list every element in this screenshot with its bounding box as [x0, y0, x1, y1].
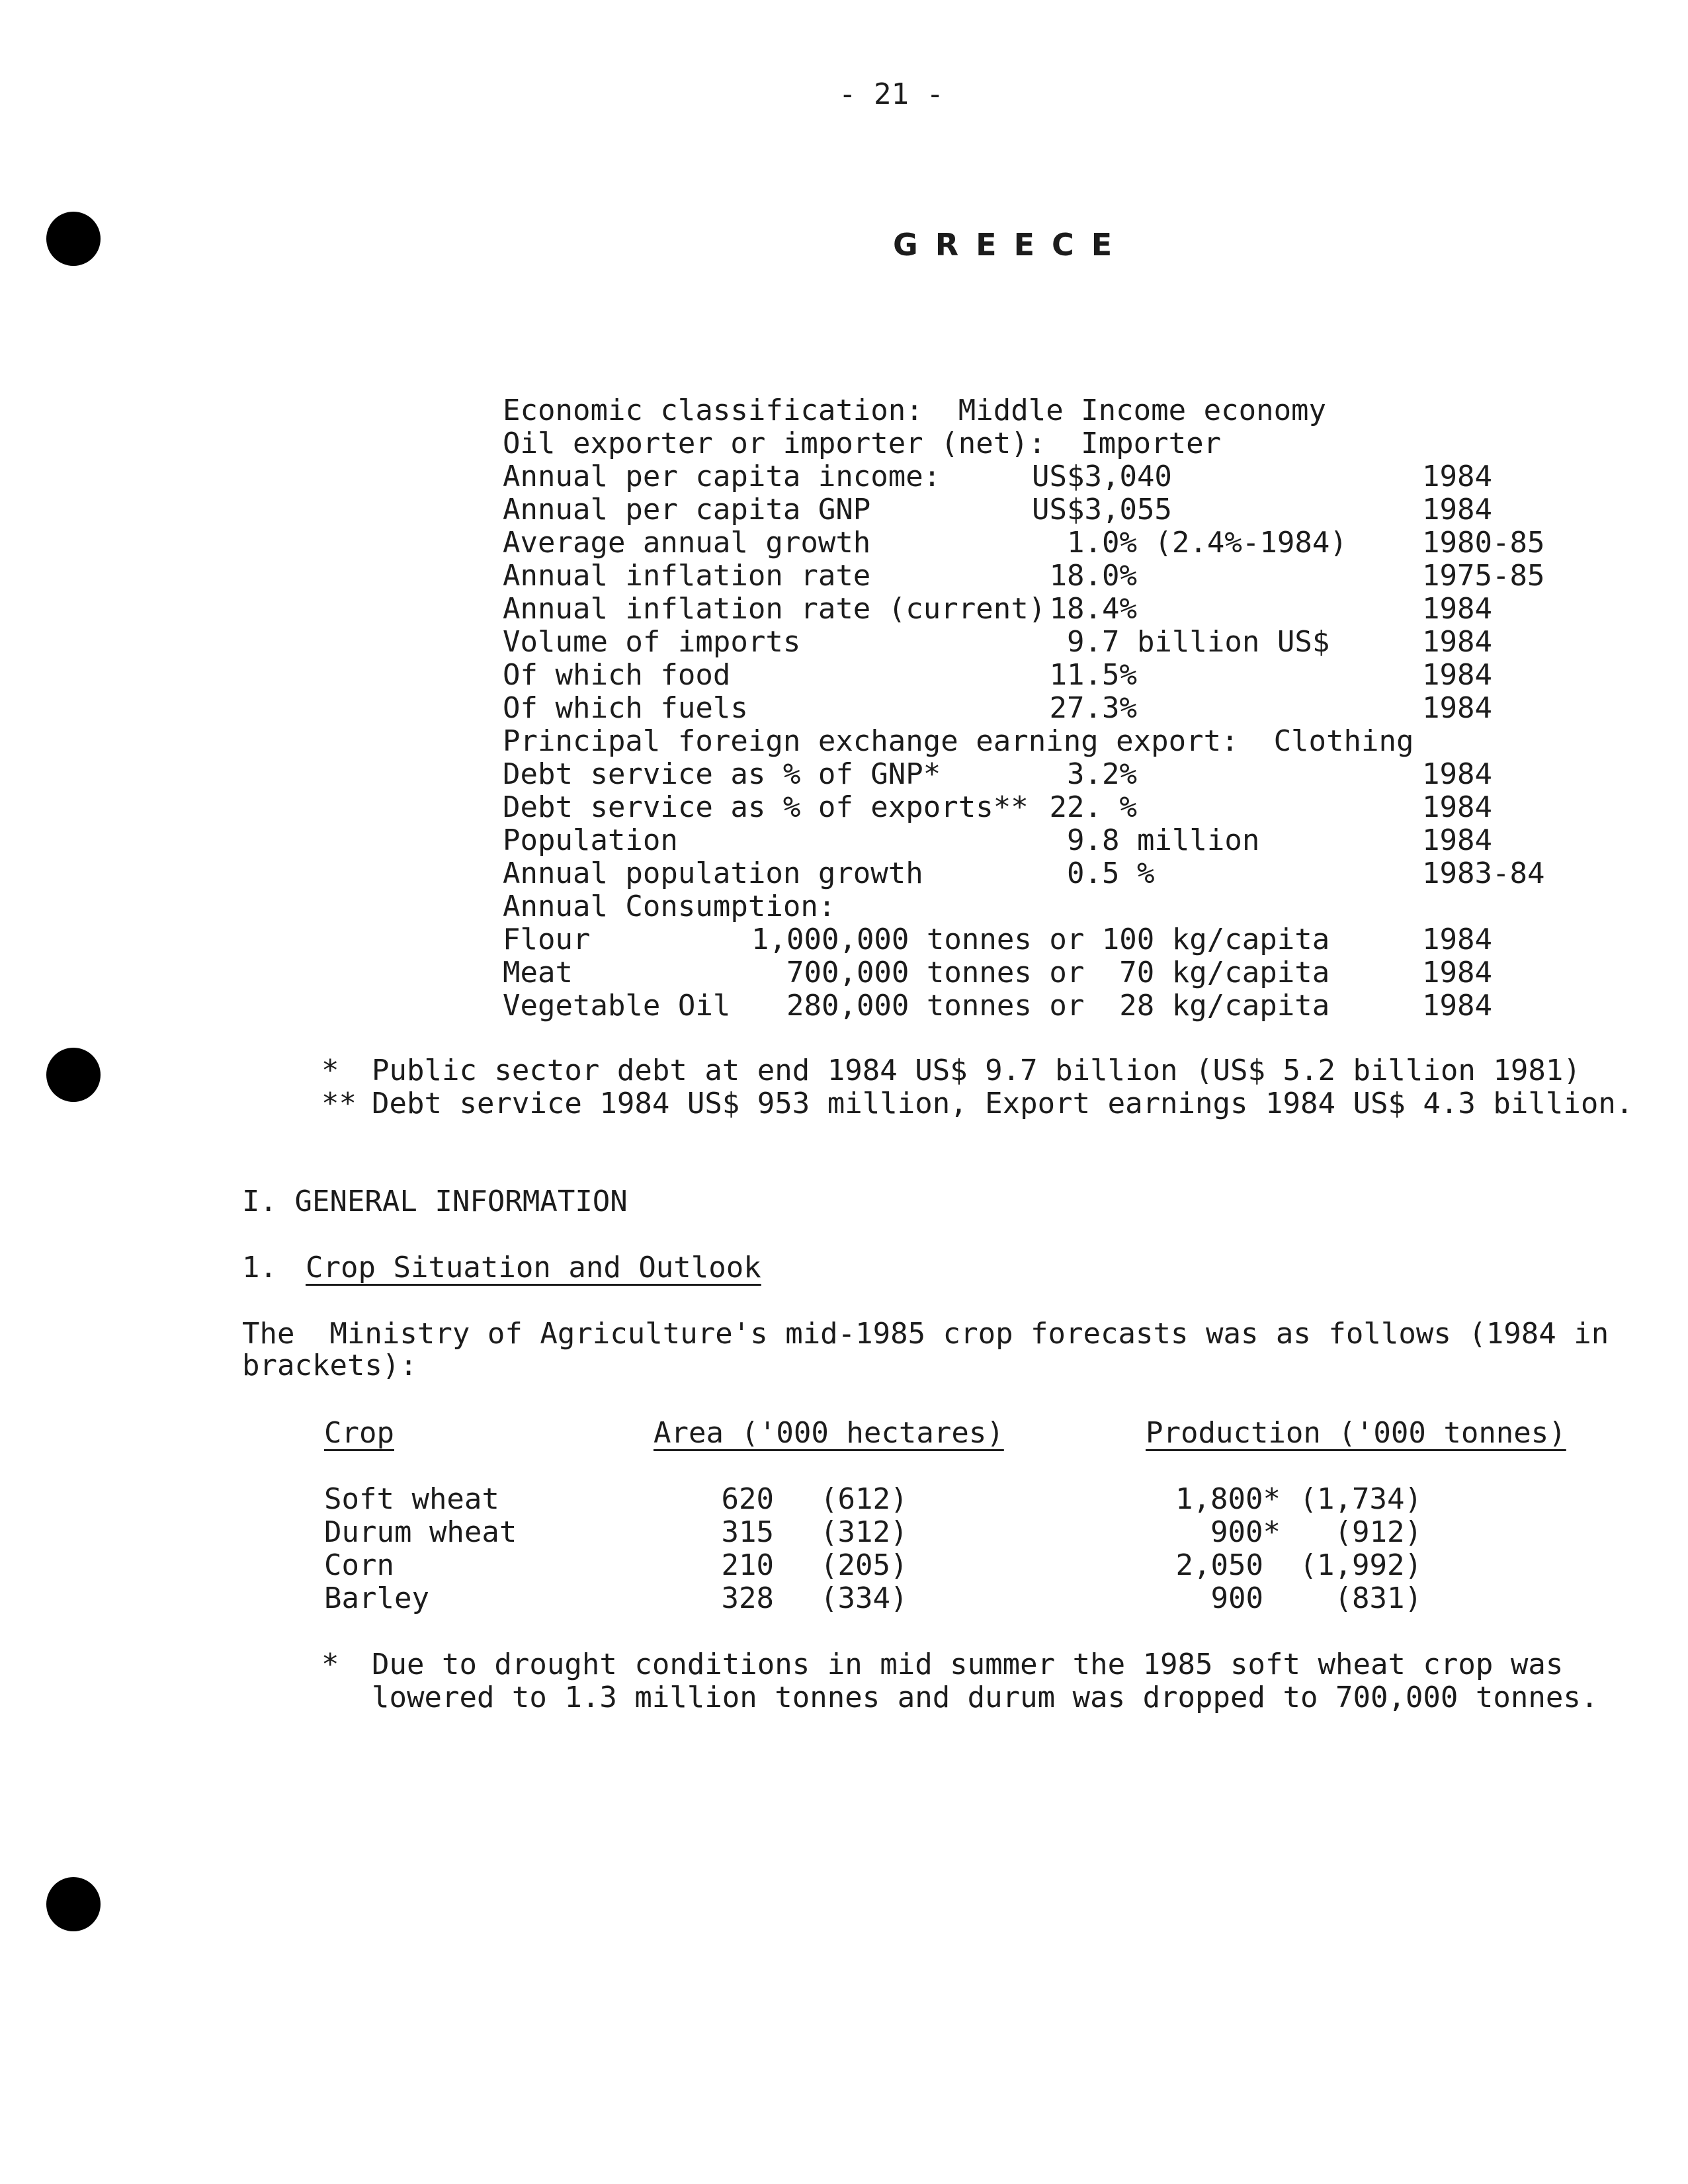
- footnote-mark: *: [321, 1054, 339, 1087]
- binder-hole-bottom: [46, 1877, 101, 1931]
- consumption-item: Vegetable Oil: [503, 989, 731, 1023]
- consumption-item: Meat: [503, 956, 573, 989]
- crop-footnote-line-2: lowered to 1.3 million tonnes and durum was dropped to 700,000 tonnes.: [372, 1681, 1599, 1714]
- crop-production-prev: (1,992): [1299, 1548, 1422, 1582]
- fact-value: 18.4%: [1032, 592, 1137, 626]
- page-title: GREECE: [893, 227, 1130, 263]
- fact-label: Annual inflation rate (current): [503, 592, 1046, 626]
- fact-value: 11.5%: [1032, 658, 1137, 692]
- crop-area-prev: (334): [820, 1581, 908, 1615]
- fact-value: 0.5 %: [1032, 857, 1155, 890]
- crop-production: 900: [1210, 1581, 1263, 1615]
- fact-value: 9.8 million: [1032, 823, 1260, 857]
- subsection-number: 1.: [242, 1251, 277, 1284]
- consumption-amount: 1,000,000 tonnes or 100 kg/capita: [751, 923, 1330, 956]
- fact-year: 1984: [1422, 823, 1492, 857]
- page-number: - 21 -: [839, 77, 944, 111]
- fact-year: 1984: [1422, 757, 1492, 791]
- oil-status: Oil exporter or importer (net): Importer: [503, 427, 1222, 460]
- fact-year: 1984: [1422, 790, 1492, 824]
- fact-value: 18.0%: [1032, 559, 1137, 593]
- crop-production: 900*: [1210, 1515, 1281, 1549]
- fact-value: 1.0% (2.4%-1984): [1032, 526, 1347, 560]
- principal-export: Principal foreign exchange earning export: Clothing: [503, 724, 1414, 758]
- crop-production-prev: (912): [1334, 1515, 1422, 1549]
- fact-year: 1980-85: [1422, 526, 1545, 560]
- fact-value: US$3,055: [1032, 493, 1172, 526]
- fact-year: 1984: [1422, 460, 1492, 493]
- fact-label: Debt service as % of GNP*: [503, 757, 941, 791]
- fact-value: 27.3%: [1032, 691, 1137, 725]
- crop-production: 1,800*: [1175, 1482, 1281, 1516]
- consumption-year: 1984: [1422, 923, 1492, 956]
- fact-label: Of which food: [503, 658, 731, 692]
- footnote-text: Debt service 1984 US$ 953 million, Export earnings 1984 US$ 4.3 billion.: [372, 1087, 1634, 1120]
- consumption-amount: 280,000 tonnes or 28 kg/capita: [751, 989, 1330, 1023]
- crop-production-prev: (1,734): [1299, 1482, 1422, 1516]
- fact-label: Annual population growth: [503, 857, 923, 890]
- binder-hole-top: [46, 212, 101, 266]
- fact-year: 1984: [1422, 691, 1492, 725]
- crop-area: 328: [721, 1581, 774, 1615]
- crop-footnote-mark: *: [321, 1648, 339, 1681]
- footnote-text: Public sector debt at end 1984 US$ 9.7 billion (US$ 5.2 billion 1981): [372, 1054, 1581, 1087]
- crop-area: 620: [721, 1482, 774, 1516]
- crop-name: Durum wheat: [324, 1515, 517, 1549]
- fact-label: Annual per capita GNP: [503, 493, 871, 526]
- footnote-mark: **: [321, 1087, 357, 1120]
- crop-column-header: Crop: [324, 1416, 394, 1450]
- crop-area: 315: [721, 1515, 774, 1549]
- fact-value: 9.7 billion US$: [1032, 625, 1330, 659]
- consumption-year: 1984: [1422, 989, 1492, 1023]
- intro-paragraph-line-2: brackets):: [242, 1349, 417, 1382]
- fact-year: 1984: [1422, 592, 1492, 626]
- crop-name: Barley: [324, 1581, 429, 1615]
- crop-footnote-line-1: Due to drought conditions in mid summer the 1985 soft wheat crop was: [372, 1648, 1564, 1681]
- crop-name: Soft wheat: [324, 1482, 499, 1516]
- crop-area-prev: (205): [820, 1548, 908, 1582]
- consumption-year: 1984: [1422, 956, 1492, 989]
- crop-name: Corn: [324, 1548, 394, 1582]
- fact-label: Annual per capita income:: [503, 460, 941, 493]
- area-column-header: Area ('000 hectares): [654, 1416, 1004, 1450]
- subsection-title: Crop Situation and Outlook: [306, 1251, 761, 1284]
- fact-year: 1984: [1422, 493, 1492, 526]
- fact-label: Of which fuels: [503, 691, 748, 725]
- fact-value: 22. %: [1032, 790, 1137, 824]
- fact-label: Volume of imports: [503, 625, 801, 659]
- fact-label: Average annual growth: [503, 526, 871, 560]
- crop-area-prev: (612): [820, 1482, 908, 1516]
- economic-classification: Economic classification: Middle Income economy: [503, 394, 1327, 427]
- fact-year: 1984: [1422, 625, 1492, 659]
- crop-area-prev: (312): [820, 1515, 908, 1549]
- fact-year: 1983-84: [1422, 857, 1545, 890]
- binder-hole-middle: [46, 1048, 101, 1102]
- fact-year: 1975-85: [1422, 559, 1545, 593]
- crop-production: 2,050: [1175, 1548, 1263, 1582]
- section-heading: I. GENERAL INFORMATION: [242, 1185, 628, 1218]
- production-column-header: Production ('000 tonnes): [1146, 1416, 1566, 1450]
- fact-label: Debt service as % of exports**: [503, 790, 1029, 824]
- consumption-item: Flour: [503, 923, 591, 956]
- crop-production-prev: (831): [1334, 1581, 1422, 1615]
- consumption-amount: 700,000 tonnes or 70 kg/capita: [751, 956, 1330, 989]
- fact-label: Population: [503, 823, 678, 857]
- fact-value: US$3,040: [1032, 460, 1172, 493]
- fact-label: Annual inflation rate: [503, 559, 871, 593]
- fact-value: 3.2%: [1032, 757, 1137, 791]
- fact-year: 1984: [1422, 658, 1492, 692]
- crop-area: 210: [721, 1548, 774, 1582]
- intro-paragraph-line-1: The Ministry of Agriculture's mid-1985 crop forecasts was as follows (1984 in: [242, 1317, 1609, 1351]
- consumption-heading: Annual Consumption:: [503, 890, 836, 923]
